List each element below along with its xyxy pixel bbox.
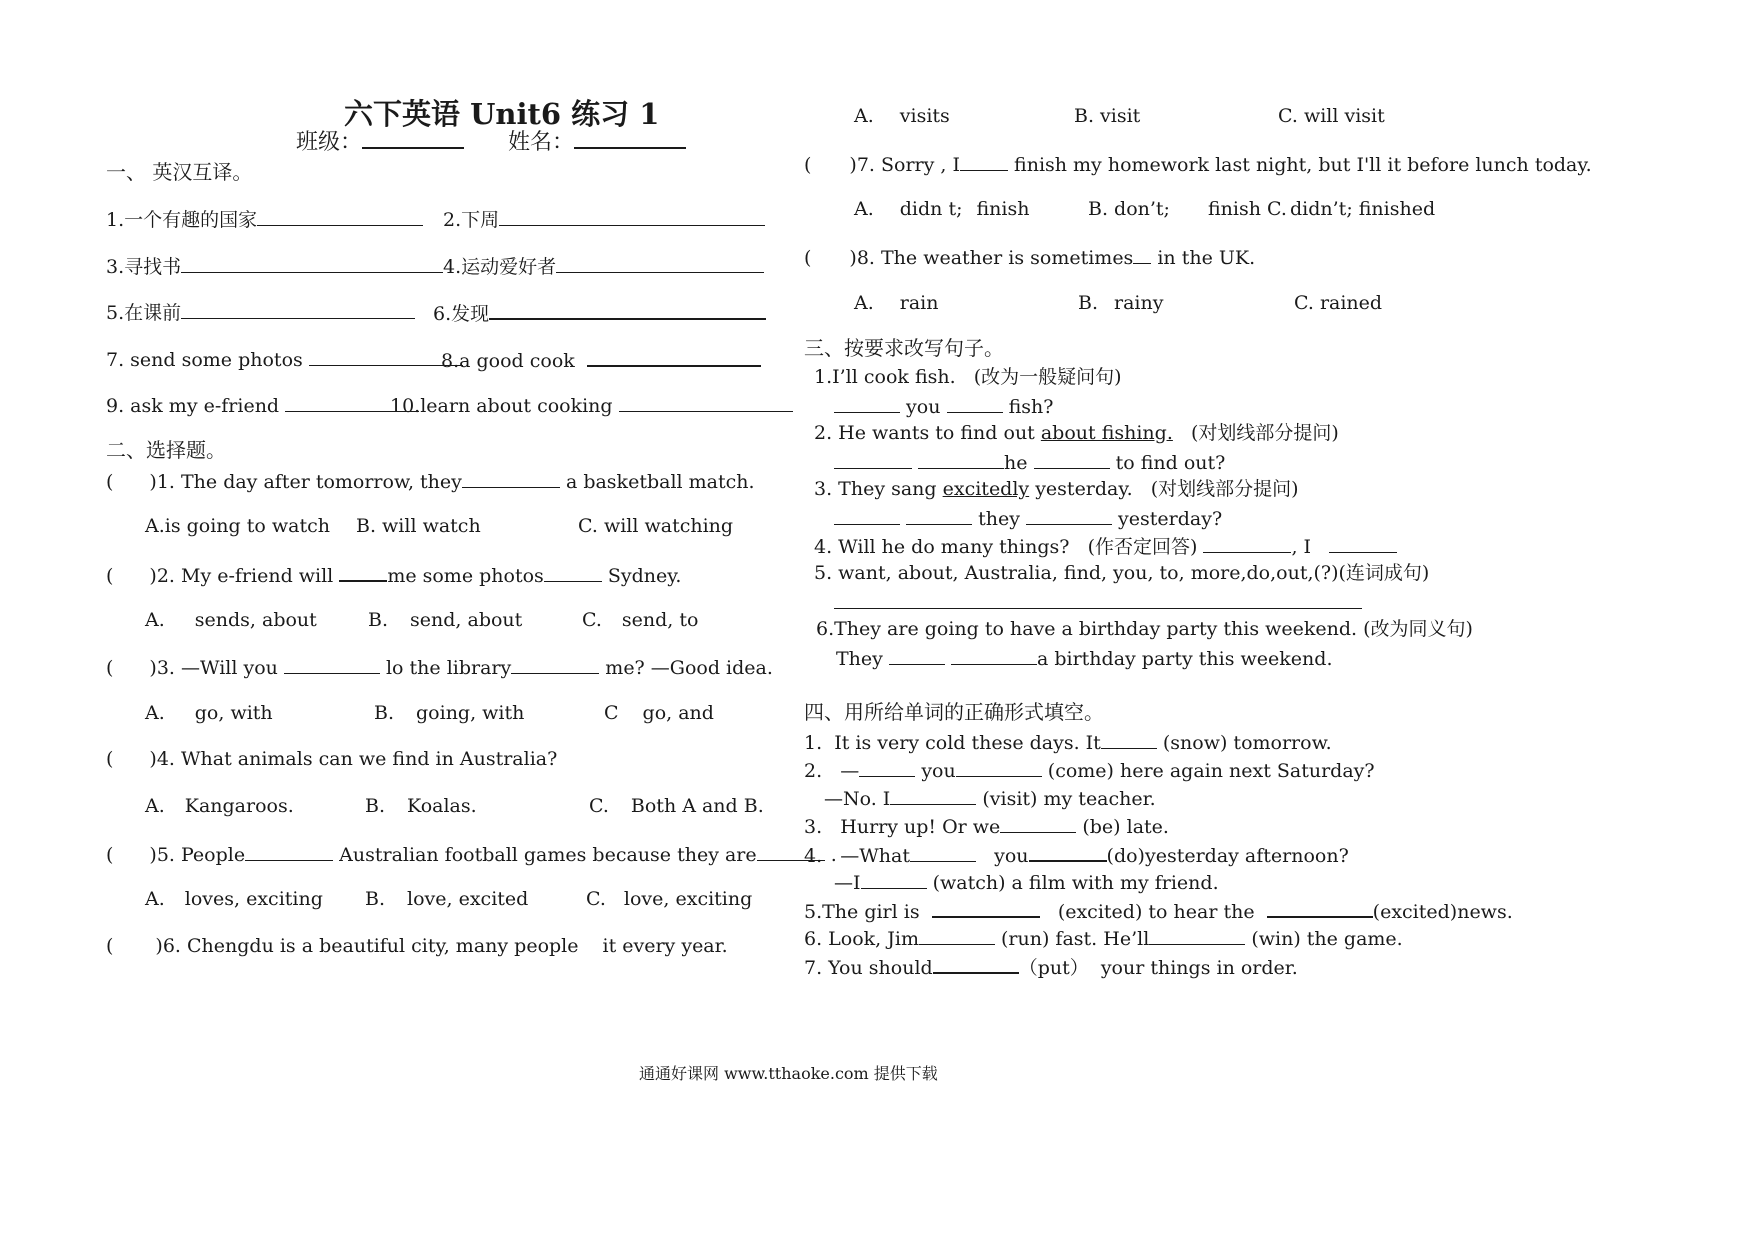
s3-q1: 1.I’ll cook fish. (改为一般疑问句) — [814, 366, 1122, 388]
answer-blank[interactable] — [960, 151, 1008, 171]
section4-heading: 四、用所给单词的正确形式填空。 — [804, 700, 1104, 724]
s2-q1-option-b[interactable]: B. will watch — [356, 515, 481, 537]
name-blank[interactable] — [574, 128, 686, 149]
answer-blank[interactable] — [1329, 533, 1397, 553]
s2-q5-option-c[interactable]: C. love, exciting — [586, 888, 753, 910]
answer-blank[interactable] — [933, 953, 1019, 974]
answer-blank[interactable] — [339, 561, 387, 582]
s4-q4: 4. —What you (do)yesterday afternoon? — [804, 841, 1349, 868]
answer-blank[interactable] — [181, 299, 415, 319]
answer-blank[interactable] — [489, 299, 766, 320]
footer-credit: 通通好课网 www.tthaoke.com 提供下载 — [639, 1064, 938, 1083]
answer-blank[interactable] — [1000, 813, 1076, 833]
answer-blank[interactable] — [1149, 925, 1245, 945]
s4-q7: 7. You should （put） your things in order. — [804, 953, 1298, 980]
underlined-phrase: about fishing. — [1040, 422, 1173, 444]
answer-blank[interactable] — [181, 253, 443, 273]
underlined-phrase: excitedly — [942, 478, 1030, 500]
s4-q6: 6. Look, Jim (run) fast. He’ll (win) the game. — [804, 925, 1403, 951]
s4-q4-reply: —I (watch) a film with my friend. — [834, 869, 1219, 895]
answer-blank[interactable] — [1203, 533, 1291, 553]
s2-q8-option-c[interactable]: C. rained — [1294, 292, 1383, 314]
s3-q5: 5. want, about, Australia, find, you, to, more,do,out,(?)(连词成句) — [814, 562, 1430, 584]
answer-blank[interactable] — [1101, 729, 1157, 749]
answer-blank[interactable] — [511, 654, 599, 674]
answer-blank[interactable] — [1026, 505, 1112, 525]
s2-q7-stem: ( )7. Sorry , I finish my homework last night, but I'll it before lunch today. — [804, 151, 1592, 177]
s2-q5-option-a[interactable]: A. loves, exciting — [145, 888, 323, 910]
s2-q2-option-c[interactable]: C. send, to — [582, 609, 699, 631]
s1-q3[interactable]: 3.寻找书 — [106, 253, 443, 279]
s2-q4-stem: ( )4. What animals can we find in Australia? — [106, 748, 558, 770]
s2-q6-option-c[interactable]: C. will visit — [1278, 105, 1385, 127]
answer-blank[interactable] — [1133, 244, 1151, 264]
s3-q6: 6.They are going to have a birthday party this weekend. (改为同义句) — [816, 618, 1473, 640]
name-field[interactable] — [508, 128, 686, 157]
class-blank[interactable] — [362, 128, 464, 149]
answer-blank[interactable] — [910, 842, 976, 862]
s2-q3-option-a[interactable]: A. go, with — [145, 702, 273, 724]
s1-q4[interactable]: 4.运动爱好者 — [443, 253, 764, 279]
answer-blank[interactable] — [544, 562, 602, 582]
s2-q6-option-b[interactable]: B. visit — [1074, 105, 1141, 127]
answer-blank[interactable] — [919, 925, 995, 945]
s2-q2-option-b[interactable]: B. send, about — [368, 609, 523, 631]
answer-blank[interactable] — [1267, 897, 1373, 918]
s2-q6-stem: ( )6. Chengdu is a beautiful city, many people it every year. — [106, 935, 728, 957]
section3-heading: 三、按要求改写句子。 — [804, 336, 1004, 360]
s2-q1-option-c[interactable]: C. will watching — [578, 515, 734, 537]
answer-blank[interactable] — [956, 757, 1042, 777]
s4-q2: 2. — you (come) here again next Saturday? — [804, 757, 1375, 783]
answer-blank[interactable] — [859, 757, 915, 777]
answer-blank[interactable] — [556, 253, 764, 273]
s2-q4-option-c[interactable]: C. Both A and B. — [589, 795, 764, 817]
answer-blank[interactable] — [462, 468, 560, 488]
answer-blank[interactable] — [309, 346, 463, 366]
answer-blank[interactable] — [619, 392, 793, 412]
s3-q4: 4. Will he do many things? (作否定回答) , I — [814, 533, 1397, 559]
answer-blank[interactable] — [1034, 449, 1110, 469]
answer-blank[interactable] — [284, 654, 380, 674]
answer-blank[interactable] — [889, 645, 945, 665]
answer-blank[interactable] — [587, 346, 761, 367]
answer-blank[interactable] — [906, 505, 972, 525]
s3-q5-answer-line[interactable] — [834, 608, 1362, 609]
s2-q3-option-b[interactable]: B. going, with — [374, 702, 525, 724]
s3-q3: 3. They sang excitedly yesterday. (对划线部分提问) — [814, 478, 1299, 500]
s2-q1-option-a[interactable]: A.is going to watch — [145, 515, 330, 537]
s1-q9[interactable]: 9. ask my e-friend — [106, 392, 419, 418]
answer-blank[interactable] — [918, 449, 1004, 469]
s2-q2-option-a[interactable]: A. sends, about — [145, 609, 317, 631]
s2-q6-option-a[interactable]: A. visits — [854, 105, 950, 127]
answer-blank[interactable] — [890, 785, 976, 805]
name-label: 姓名： — [508, 130, 575, 155]
s2-q1-stem: ( )1. The day after tomorrow, they a basketball match. — [106, 468, 755, 494]
s2-q2-stem: ( )2. My e-friend will me some photos Sydney. — [106, 561, 681, 588]
s2-q4-option-b[interactable]: B. Koalas. — [365, 795, 477, 817]
s2-q3-stem: ( )3. —Will you lo the library me? —Good idea. — [106, 654, 773, 680]
s1-q6[interactable]: 6.发现 — [433, 299, 766, 326]
answer-blank[interactable] — [951, 645, 1037, 665]
answer-blank[interactable] — [861, 869, 927, 889]
s2-q8-option-a[interactable]: A. rain — [854, 292, 939, 314]
s4-q2-reply: —No. I (visit) my teacher. — [824, 785, 1156, 811]
s3-q2: 2. He wants to find out about fishing. (对划线部分提问) — [814, 422, 1339, 444]
answer-blank[interactable] — [245, 841, 333, 861]
s3-q1-response: you fish? — [834, 393, 1053, 419]
s2-q5-stem: ( )5. People Australian football games because they are . — [106, 841, 837, 867]
s2-q8-option-b[interactable]: B. rainy — [1078, 292, 1164, 314]
class-label: 班级： — [296, 130, 363, 155]
answer-blank[interactable] — [834, 393, 900, 413]
class-field[interactable] — [296, 128, 464, 157]
answer-blank[interactable] — [834, 505, 900, 525]
page-title: 六下英语 Unit6 练习 1 — [344, 97, 660, 131]
s2-q7-option-a[interactable]: A. didn t; finish — [854, 198, 1030, 220]
s2-q4-option-a[interactable]: A. Kangaroos. — [145, 795, 294, 817]
s3-q3-response: they yesterday? — [834, 505, 1222, 531]
s4-q1: 1. It is very cold these days. It (snow) tomorrow. — [804, 729, 1332, 755]
s1-q2[interactable]: 2.下周 — [443, 206, 765, 232]
s4-q3: 3. Hurry up! Or we (be) late. — [804, 813, 1169, 839]
answer-blank[interactable] — [932, 897, 1040, 918]
s1-q7[interactable]: 7. send some photos — [106, 346, 463, 372]
s3-q2-response: he to find out? — [834, 449, 1225, 475]
s2-q5-option-b[interactable]: B. love, excited — [365, 888, 529, 910]
answer-blank[interactable] — [834, 449, 912, 469]
s3-q6-response: They a birthday party this weekend. — [836, 645, 1332, 671]
s2-q7-option-c[interactable]: didn’t; finished — [1290, 198, 1436, 220]
section2-heading: 二、选择题。 — [106, 438, 226, 462]
section1-heading: 一、 英汉互译。 — [106, 160, 253, 184]
answer-blank[interactable] — [1029, 841, 1107, 862]
s2-q7-option-b[interactable]: B. don’t; finish C. — [1088, 198, 1287, 220]
s1-q5[interactable]: 5.在课前 — [106, 299, 415, 325]
s1-q10[interactable]: 10.learn about cooking — [390, 392, 793, 418]
answer-blank[interactable] — [947, 393, 1003, 413]
s1-q8[interactable]: 8.a good cook — [441, 346, 761, 373]
answer-blank[interactable] — [499, 206, 765, 226]
s2-q3-option-c[interactable]: C go, and — [604, 702, 714, 724]
s1-q1[interactable]: 1.一个有趣的国家 — [106, 206, 423, 232]
s2-q8-stem: ( )8. The weather is sometimes in the UK. — [804, 244, 1255, 270]
s4-q5: 5.The girl is (excited) to hear the (excited)news. — [804, 897, 1513, 924]
answer-blank[interactable] — [257, 206, 423, 226]
